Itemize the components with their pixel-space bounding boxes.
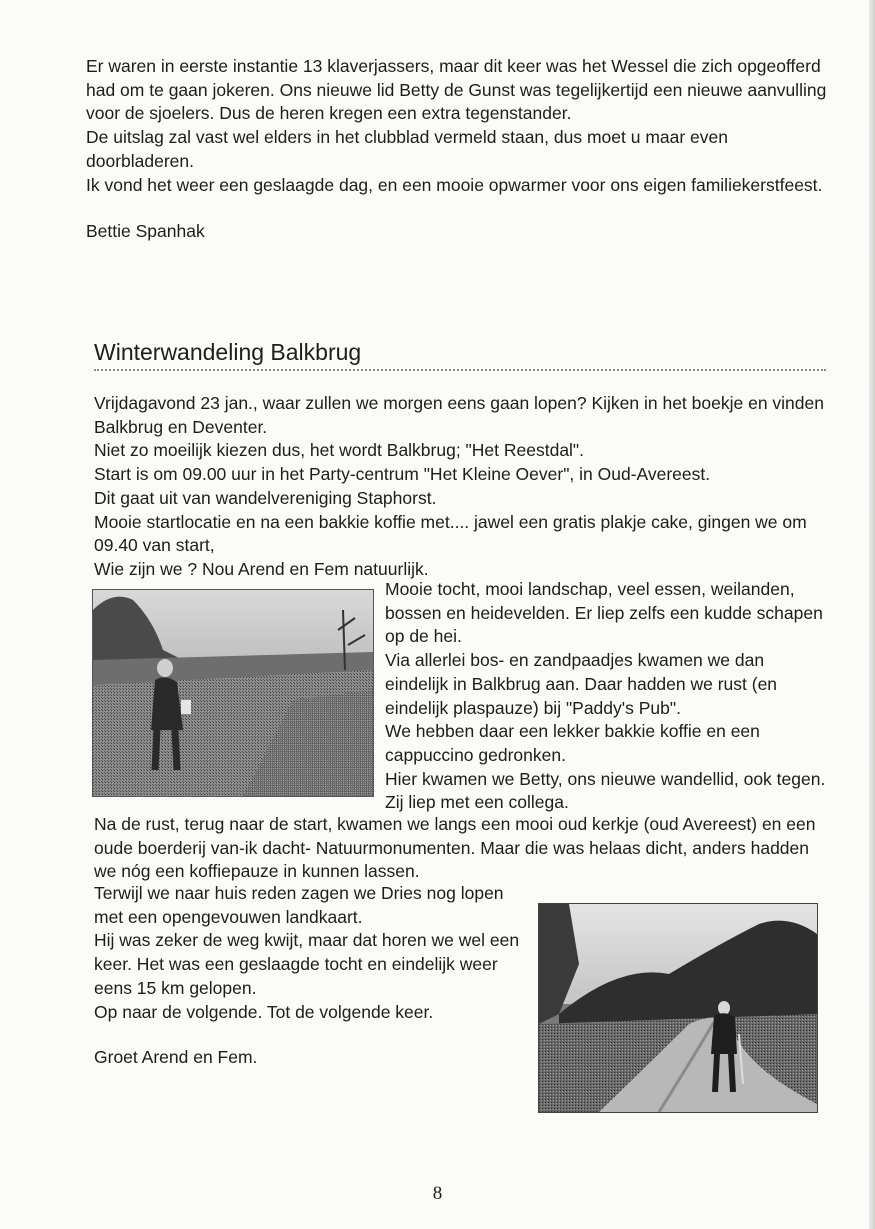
report-line: De uitslag zal vast wel elders in het clubblad vermeld staan, dus moet u maar even doorbladeren. [86,127,728,171]
greeting: Groet Arend en Fem. [94,1047,258,1068]
wrap-line: Hij was zeker de weg kwijt, maar dat horen we wel een keer. Het was een geslaagde tocht en eindelijk weer eens 15 km gelopen. [94,930,520,998]
club-report-section [86,55,836,244]
wrap-line: Mooie tocht, mooi landschap, veel essen, weilanden, bossen en heidevelden. Er liep zelfs een kudde schapen op de hei. [385,579,823,647]
report-paragraph: Er waren in eerste instantie 13 klaverjassers, maar dit keer was het Wessel die zich opgeofferd had om te gaan jokeren. Ons nieuwe lid Betty de Gunst was tegelijkertijd een nieuwe aanvulling voor de sjoelers. Dus de heren kregen een extra tegenstander. [86,56,827,124]
report-line: Ik vond het weer een geslaagde dag, en een mooie opwarmer voor ons eigen familiekerstfeest. [86,174,823,195]
text-beside-photo2 [94,882,534,1070]
middle-paragraph: Na de rust, terug naar de start, kwamen we langs een mooi oud kerkje (oud Avereest) en een oude boerderij van-ik dacht- Natuurmonumenten. Maar die was helaas dicht, anders hadden we nóg een koffiepauze in kunnen lassen. [94,814,816,882]
page-edge [869,0,875,1229]
article-title: Winterwandeling Balkbrug [94,337,826,371]
text-beside-photo1 [385,578,830,815]
wrap-line: We hebben daar een lekker bakkie koffie en een cappuccino gedronken. [385,721,760,765]
intro-line: Start is om 09.00 uur in het Party-centrum "Het Kleine Oever", in Oud-Avereest. [94,464,711,485]
article-middle [94,813,829,884]
wrap-line: Via allerlei bos- en zandpaadjes kwamen we dan eindelijk in Balkbrug aan. Daar hadden we rust (en eindelijk plaspauze) bij "Paddy's Pub". [385,650,778,718]
photo-field-walker-image [93,590,373,796]
photo-path-walker [538,903,818,1113]
report-signature: Bettie Spanhak [86,221,205,242]
page-number: 8 [432,1183,443,1204]
intro-line: Dit gaat uit van wandelvereniging Staphorst. [94,487,437,508]
intro-line: Wie zijn we ? Nou Arend en Fem natuurlijk. [94,558,429,579]
intro-line: Mooie startlocatie en na een bakkie koffie met.... jawel een gratis plakje cake, gingen we om 09.40 van start, [94,511,807,556]
wrap-line: Terwijl we naar huis reden zagen we Dries nog lopen met een opengevouwen landkaart. [94,883,504,927]
intro-line: Niet zo moeilijk kiezen dus, het wordt Balkbrug; "Het Reestdal". [94,440,585,461]
intro-line: Vrijdagavond 23 jan., waar zullen we morgen eens gaan lopen? Kijken in het boekje en vinden Balkbrug en Deventer. [94,393,824,437]
wrap-line: Hier kwamen we Betty, ons nieuwe wandellid, ook tegen. Zij liep met een collega. [385,768,826,813]
photo-path-walker-image [539,904,817,1112]
photo-field-walker [92,589,374,797]
wrap-line: Op naar de volgende. Tot de volgende keer. [94,1001,434,1022]
article-intro [94,392,829,582]
